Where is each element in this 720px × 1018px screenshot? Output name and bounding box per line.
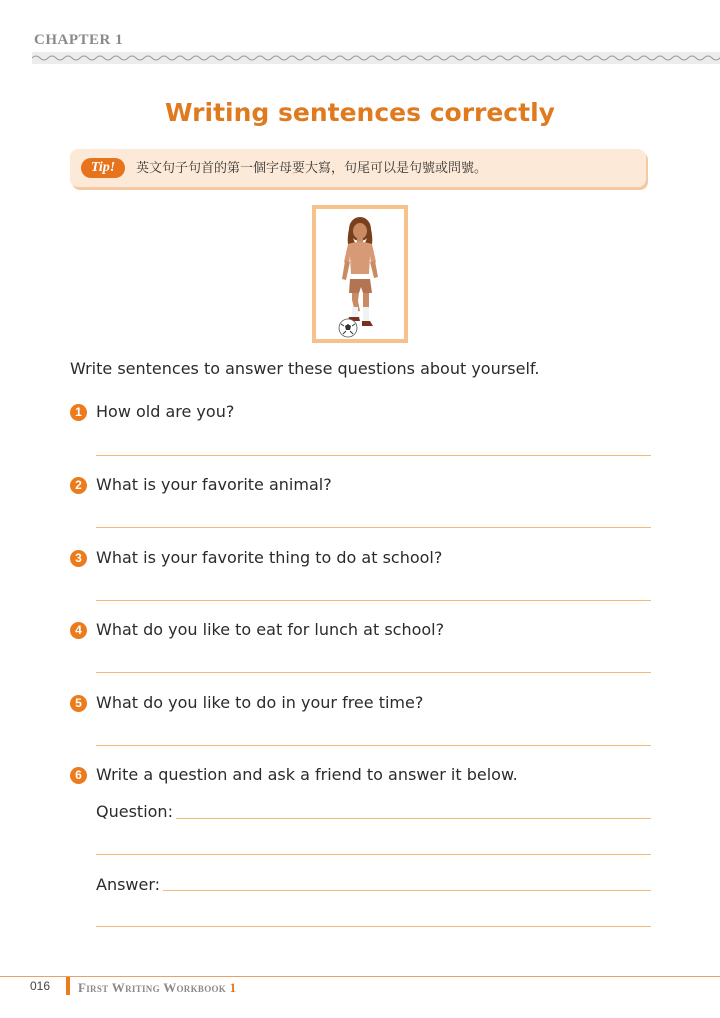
question-number-5: 5 [70,695,87,712]
book-title [78,980,236,996]
answer-write-line-2[interactable] [96,926,651,927]
question-5-text: What do you like to do in your free time? [96,693,424,712]
question-3-text: What is your favorite thing to do at school? [96,548,443,567]
answer-line-4[interactable] [96,672,651,673]
page-title: Writing sentences correctly [165,98,555,127]
footer-accent-bar [66,977,70,995]
answer-write-line[interactable] [163,890,651,891]
question-number-4: 4 [70,622,87,639]
chapter-wave-divider [32,52,720,64]
question-4-text: What do you like to eat for lunch at school? [96,620,445,639]
question-6-text: Write a question and ask a friend to answer it below. [96,765,518,784]
answer-line-5[interactable] [96,745,651,746]
answer-line-3[interactable] [96,600,651,601]
answer-label: Answer: [96,875,161,894]
question-label: Question: [96,802,173,821]
book-title-text: First Writing Workbook [78,980,227,995]
question-number-3: 3 [70,550,87,567]
footer-rule [0,976,720,977]
tip-badge: Tip! [81,158,125,178]
girl-with-soccer-ball-illustration [316,209,404,339]
question-write-line[interactable] [176,818,651,819]
book-number: 1 [229,980,237,995]
page-number: 016 [30,979,51,993]
question-number-6: 6 [70,767,87,784]
question-2-text: What is your favorite animal? [96,475,332,494]
question-number-2: 2 [70,477,87,494]
question-write-line-2[interactable] [96,854,651,855]
chapter-label: CHAPTER 1 [34,32,124,48]
photo-frame [312,205,408,343]
question-number-1: 1 [70,404,87,421]
instruction-text: Write sentences to answer these questions about yourself. [70,359,540,378]
answer-line-1[interactable] [96,455,651,456]
tip-text: 英文句子句首的第一個字母要大寫，句尾可以是句號或問號。 [136,161,488,176]
answer-line-2[interactable] [96,527,651,528]
question-1-text: How old are you? [96,402,235,421]
